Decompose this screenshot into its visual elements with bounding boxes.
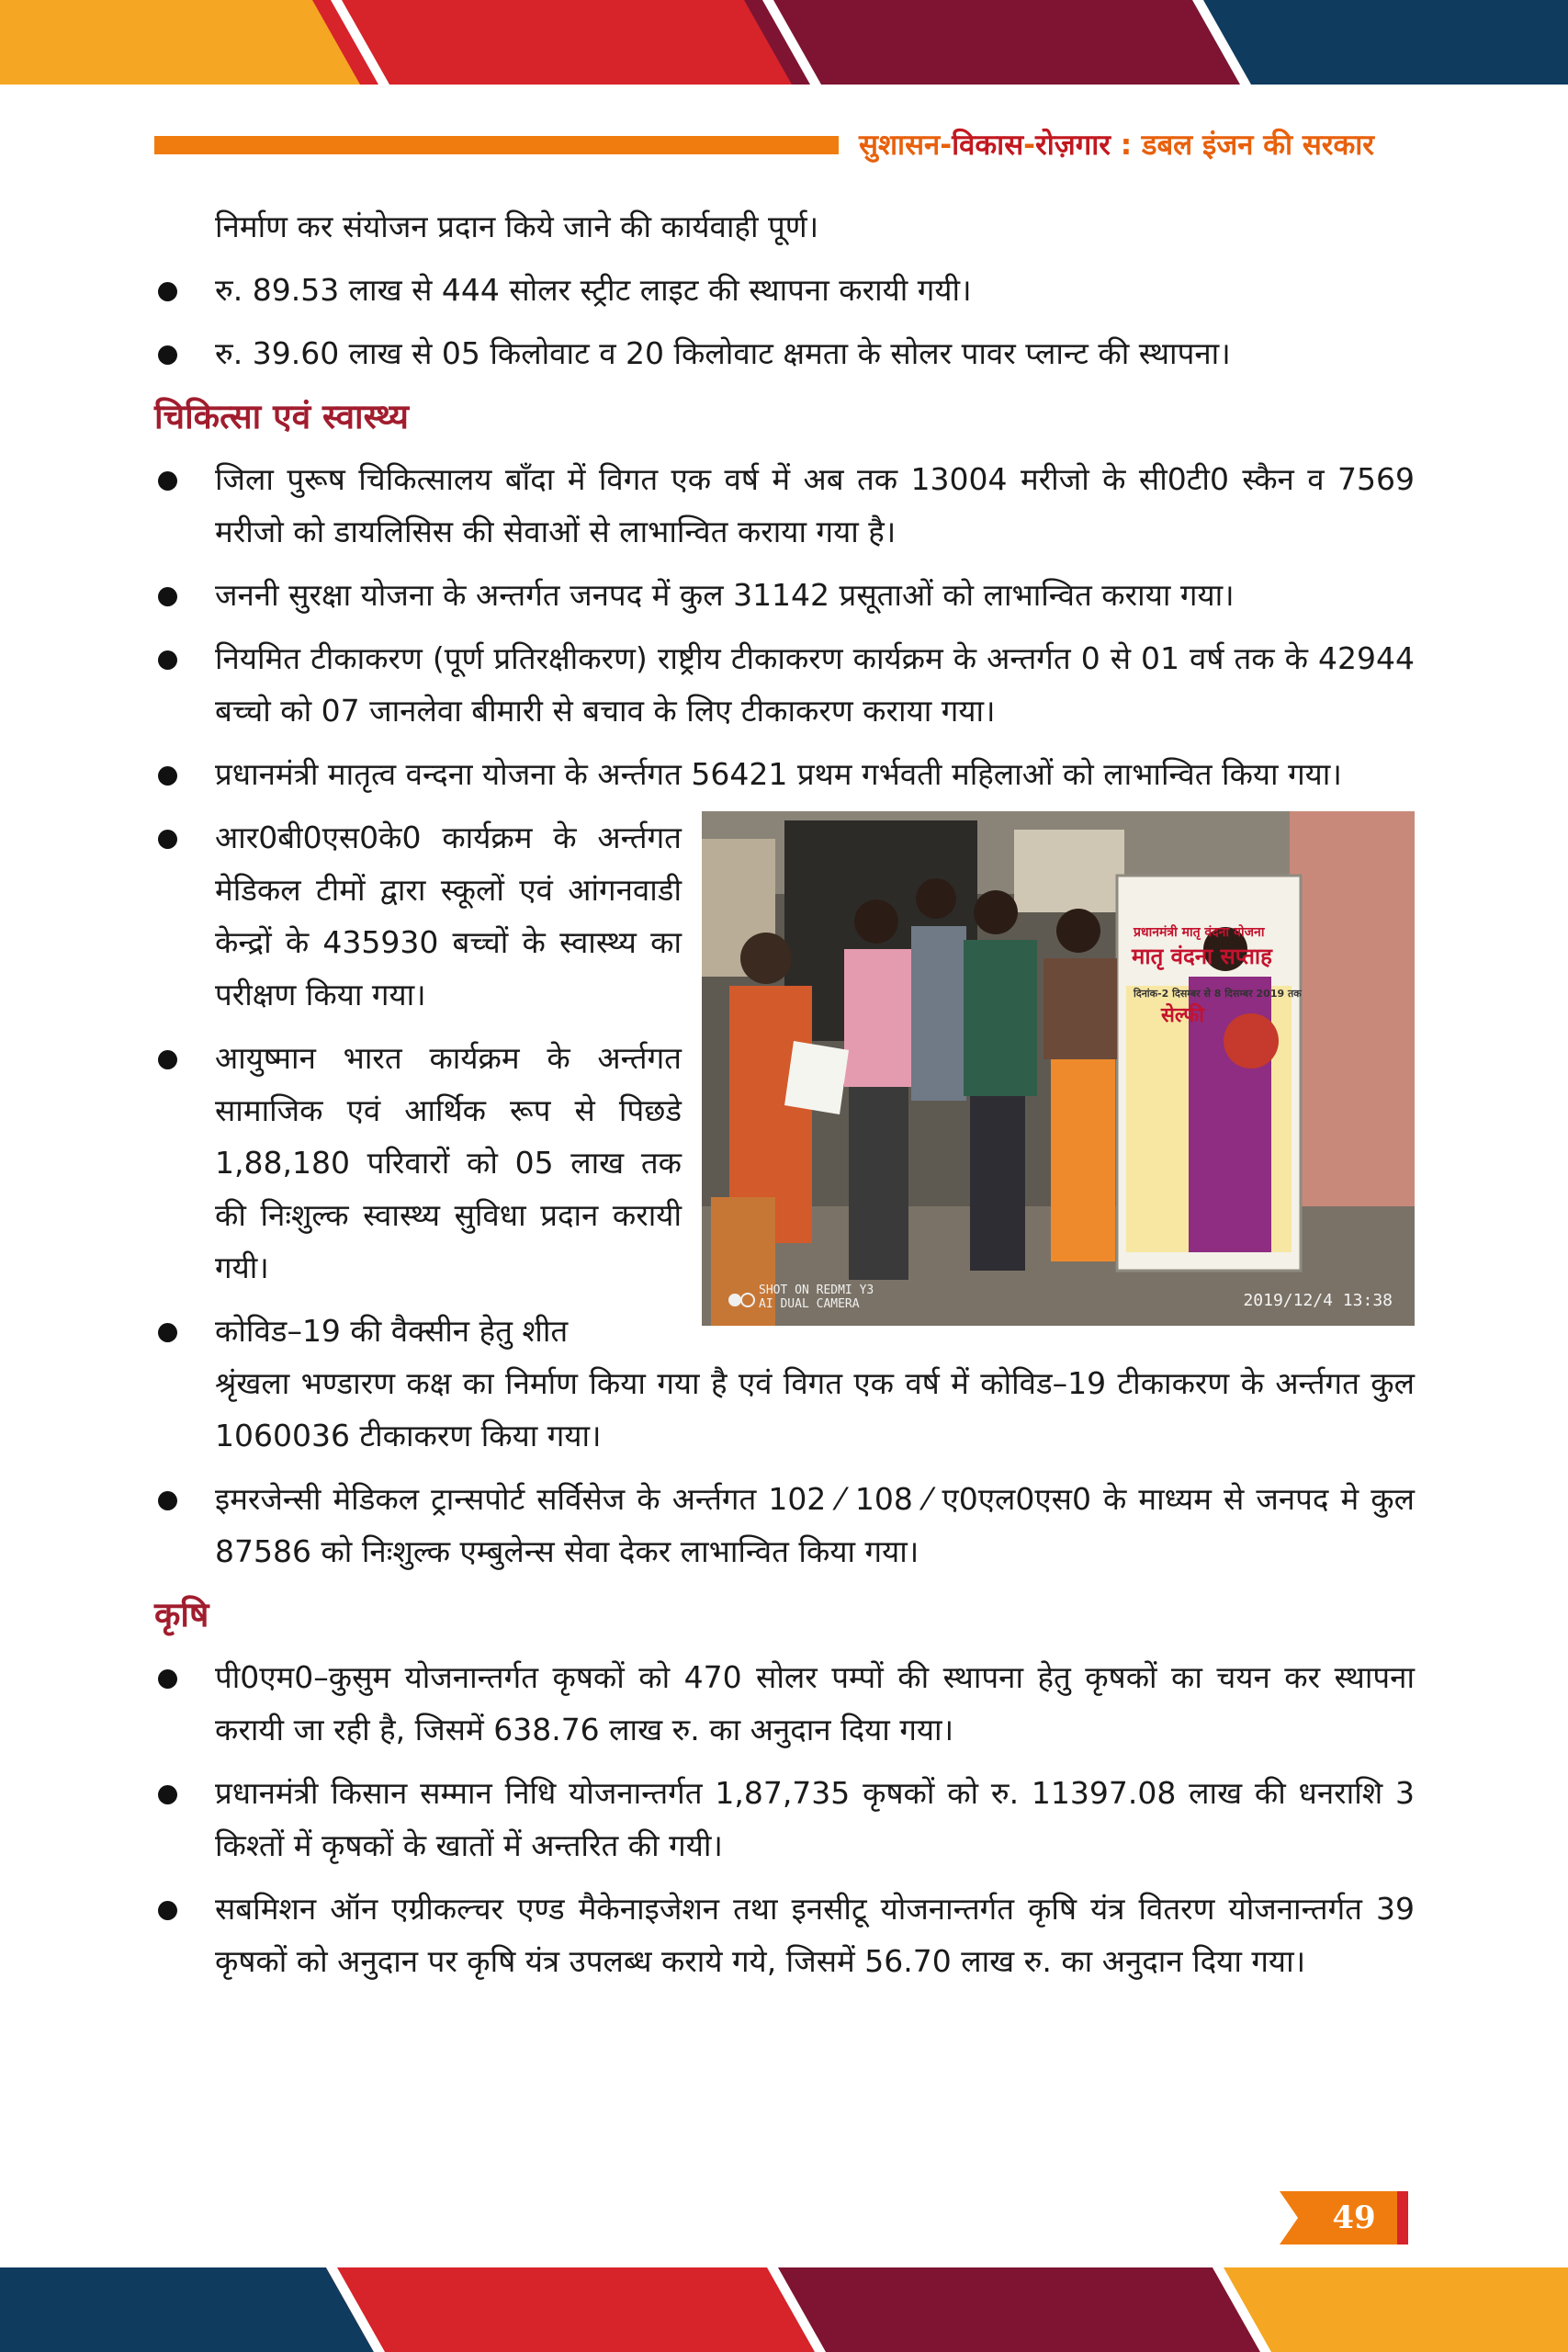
health-bullet-list-2 — [154, 1473, 1415, 1577]
bullet-icon — [158, 1050, 177, 1069]
bullet-icon — [158, 650, 177, 670]
poster-line-1: प्रधानमंत्री मातृ वंदना योजना — [1134, 925, 1265, 940]
camera-watermark-icon — [728, 1291, 755, 1309]
bullet-icon — [158, 345, 177, 365]
bullet-icon — [158, 1491, 177, 1510]
bullet-icon — [158, 587, 177, 606]
covid-continuation: श्रृंखला भण्डारण कक्ष का निर्माण किया गया है एवं विगत एक वर्ष में कोविड–19 टीकाकरण के अर्न्तगत कुल 1060036 टीकाकरण किया गया। — [215, 1365, 1415, 1453]
camera-watermark: SHOT ON REDMI Y3 AI DUAL CAMERA — [759, 1283, 874, 1311]
agriculture-bullet-list — [154, 1651, 1415, 1987]
list-item: रु. 89.53 लाख से 444 सोलर स्ट्रीट लाइट की स्थापना करायी गयी। — [154, 264, 1415, 316]
photo-wrap-section — [154, 811, 1415, 1357]
list-item: इमरजेन्सी मेडिकल ट्रान्सपोर्ट सर्विसेज के अर्न्तगत 102 ⁄ 108 ⁄ ए0एल0एस0 के माध्यम से जनपद मे कुल 87586 को निःशुल्क एम्बुलेन्स सेवा देकर लाभान्वित किया गया। — [154, 1473, 1415, 1577]
header-rule — [154, 136, 839, 154]
bullet-icon — [158, 471, 177, 491]
poster-line-4: सेल्फी — [1161, 1004, 1204, 1027]
list-item: प्रधानमंत्री किसान सम्मान निधि योजनान्तर्गत 1,87,735 कृषकों को रु. 11397.08 लाख की धनराशि 3 किश्तों में कृषकों के खातों में अन्तरित की गयी। — [154, 1767, 1415, 1871]
poster-line-2: मातृ वंदना सप्ताह — [1132, 944, 1272, 969]
list-item: रु. 39.60 लाख से 05 किलोवाट व 20 किलोवाट क्षमता के सोलर पावर प्लान्ट की स्थापना। — [154, 327, 1415, 379]
list-item: नियमित टीकाकरण (पूर्ण प्रतिरक्षीकरण) राष्ट्रीय टीकाकरण कार्यक्रम के अन्तर्गत 0 से 01 वर्ष तक के 42944 बच्चो को 07 जानलेवा बीमारी से बचाव के लिए टीकाकरण कराया गया। — [154, 632, 1415, 737]
bullet-icon — [158, 830, 177, 849]
list-item: कोविड–19 की वैक्सीन हेतु शीत — [154, 1305, 682, 1357]
list-item: पी0एम0–कुसुम योजनान्तर्गत कृषकों को 470 सोलर पम्पों की स्थापना हेतु कृषकों का चयन कर स्थापना करायी जा रही है, जिसमें 638.76 लाख रु. का अनुदान दिया गया। — [154, 1651, 1415, 1756]
bottom-decorative-band — [0, 2267, 1568, 2352]
section-heading-health: चिकित्सा एवं स्वास्थ्य — [154, 396, 409, 436]
bullet-icon — [158, 1785, 177, 1804]
header-title: सुशासन-विकास-रोज़गार : डबल इंजन की सरकार — [859, 129, 1374, 162]
list-item: जननी सुरक्षा योजना के अन्तर्गत जनपद में कुल 31142 प्रसूताओं को लाभान्वित कराया गया। — [154, 569, 1415, 621]
bullet-icon — [158, 1669, 177, 1689]
health-bullet-list — [154, 453, 1415, 800]
list-item: आर0बी0एस0के0 कार्यक्रम के अर्न्तगत मेडिकल टीमों द्वारा स्कूलों एवं आंगनवाडी केन्द्रों के 435930 बच्चों के स्वास्थ्य का परीक्षण किया गया। — [154, 811, 682, 1021]
side-bullet-list — [154, 811, 682, 1357]
section-heading-agriculture: कृषि — [154, 1594, 209, 1634]
page-content — [154, 200, 1415, 1998]
continuation-paragraph: निर्माण कर संयोजन प्रदान किये जाने की कार्यवाही पूर्ण। — [215, 209, 819, 244]
list-item: सबमिशन ऑन एग्रीकल्चर एण्ड मैकेनाइजेशन तथा इनसीटू योजनान्तर्गत कृषि यंत्र वितरण योजनान्तर्गत 39 कृषकों को अनुदान पर कृषि यंत्र उपलब्ध कराये गये, जिसमें 56.70 लाख रु. का अनुदान दिया गया। — [154, 1883, 1415, 1987]
top-decorative-band — [0, 0, 1568, 85]
bullet-icon — [158, 282, 177, 301]
poster-line-3: दिनांक-2 दिसम्बर से 8 दिसम्बर 2019 तक — [1134, 988, 1302, 1000]
intro-bullet-list — [154, 264, 1415, 379]
photo-timestamp: 2019/12/4 13:38 — [1243, 1291, 1393, 1310]
bullet-icon — [158, 1901, 177, 1920]
bullet-icon — [158, 1323, 177, 1342]
list-item: जिला पुरूष चिकित्सालय बाँदा में विगत एक वर्ष में अब तक 13004 मरीजो के सी0टी0 स्कैन व 7569 मरीजो को डायलिसिस की सेवाओं से लाभान्वित कराया गया है। — [154, 453, 1415, 558]
page-number: 49 — [1280, 2191, 1408, 2245]
event-photo-illustration — [702, 811, 1415, 1326]
list-item: आयुष्मान भारत कार्यक्रम के अर्न्तगत सामाजिक एवं आर्थिक रूप से पिछडे 1,88,180 परिवारों को 05 लाख तक की निःशुल्क स्वास्थ्य सुविधा प्रदान करायी गयी। — [154, 1032, 682, 1294]
bullet-icon — [158, 766, 177, 786]
event-photo — [702, 811, 1415, 1326]
list-item: प्रधानमंत्री मातृत्व वन्दना योजना के अर्न्तगत 56421 प्रथम गर्भवती महिलाओं को लाभान्वित किया गया। — [154, 748, 1415, 800]
